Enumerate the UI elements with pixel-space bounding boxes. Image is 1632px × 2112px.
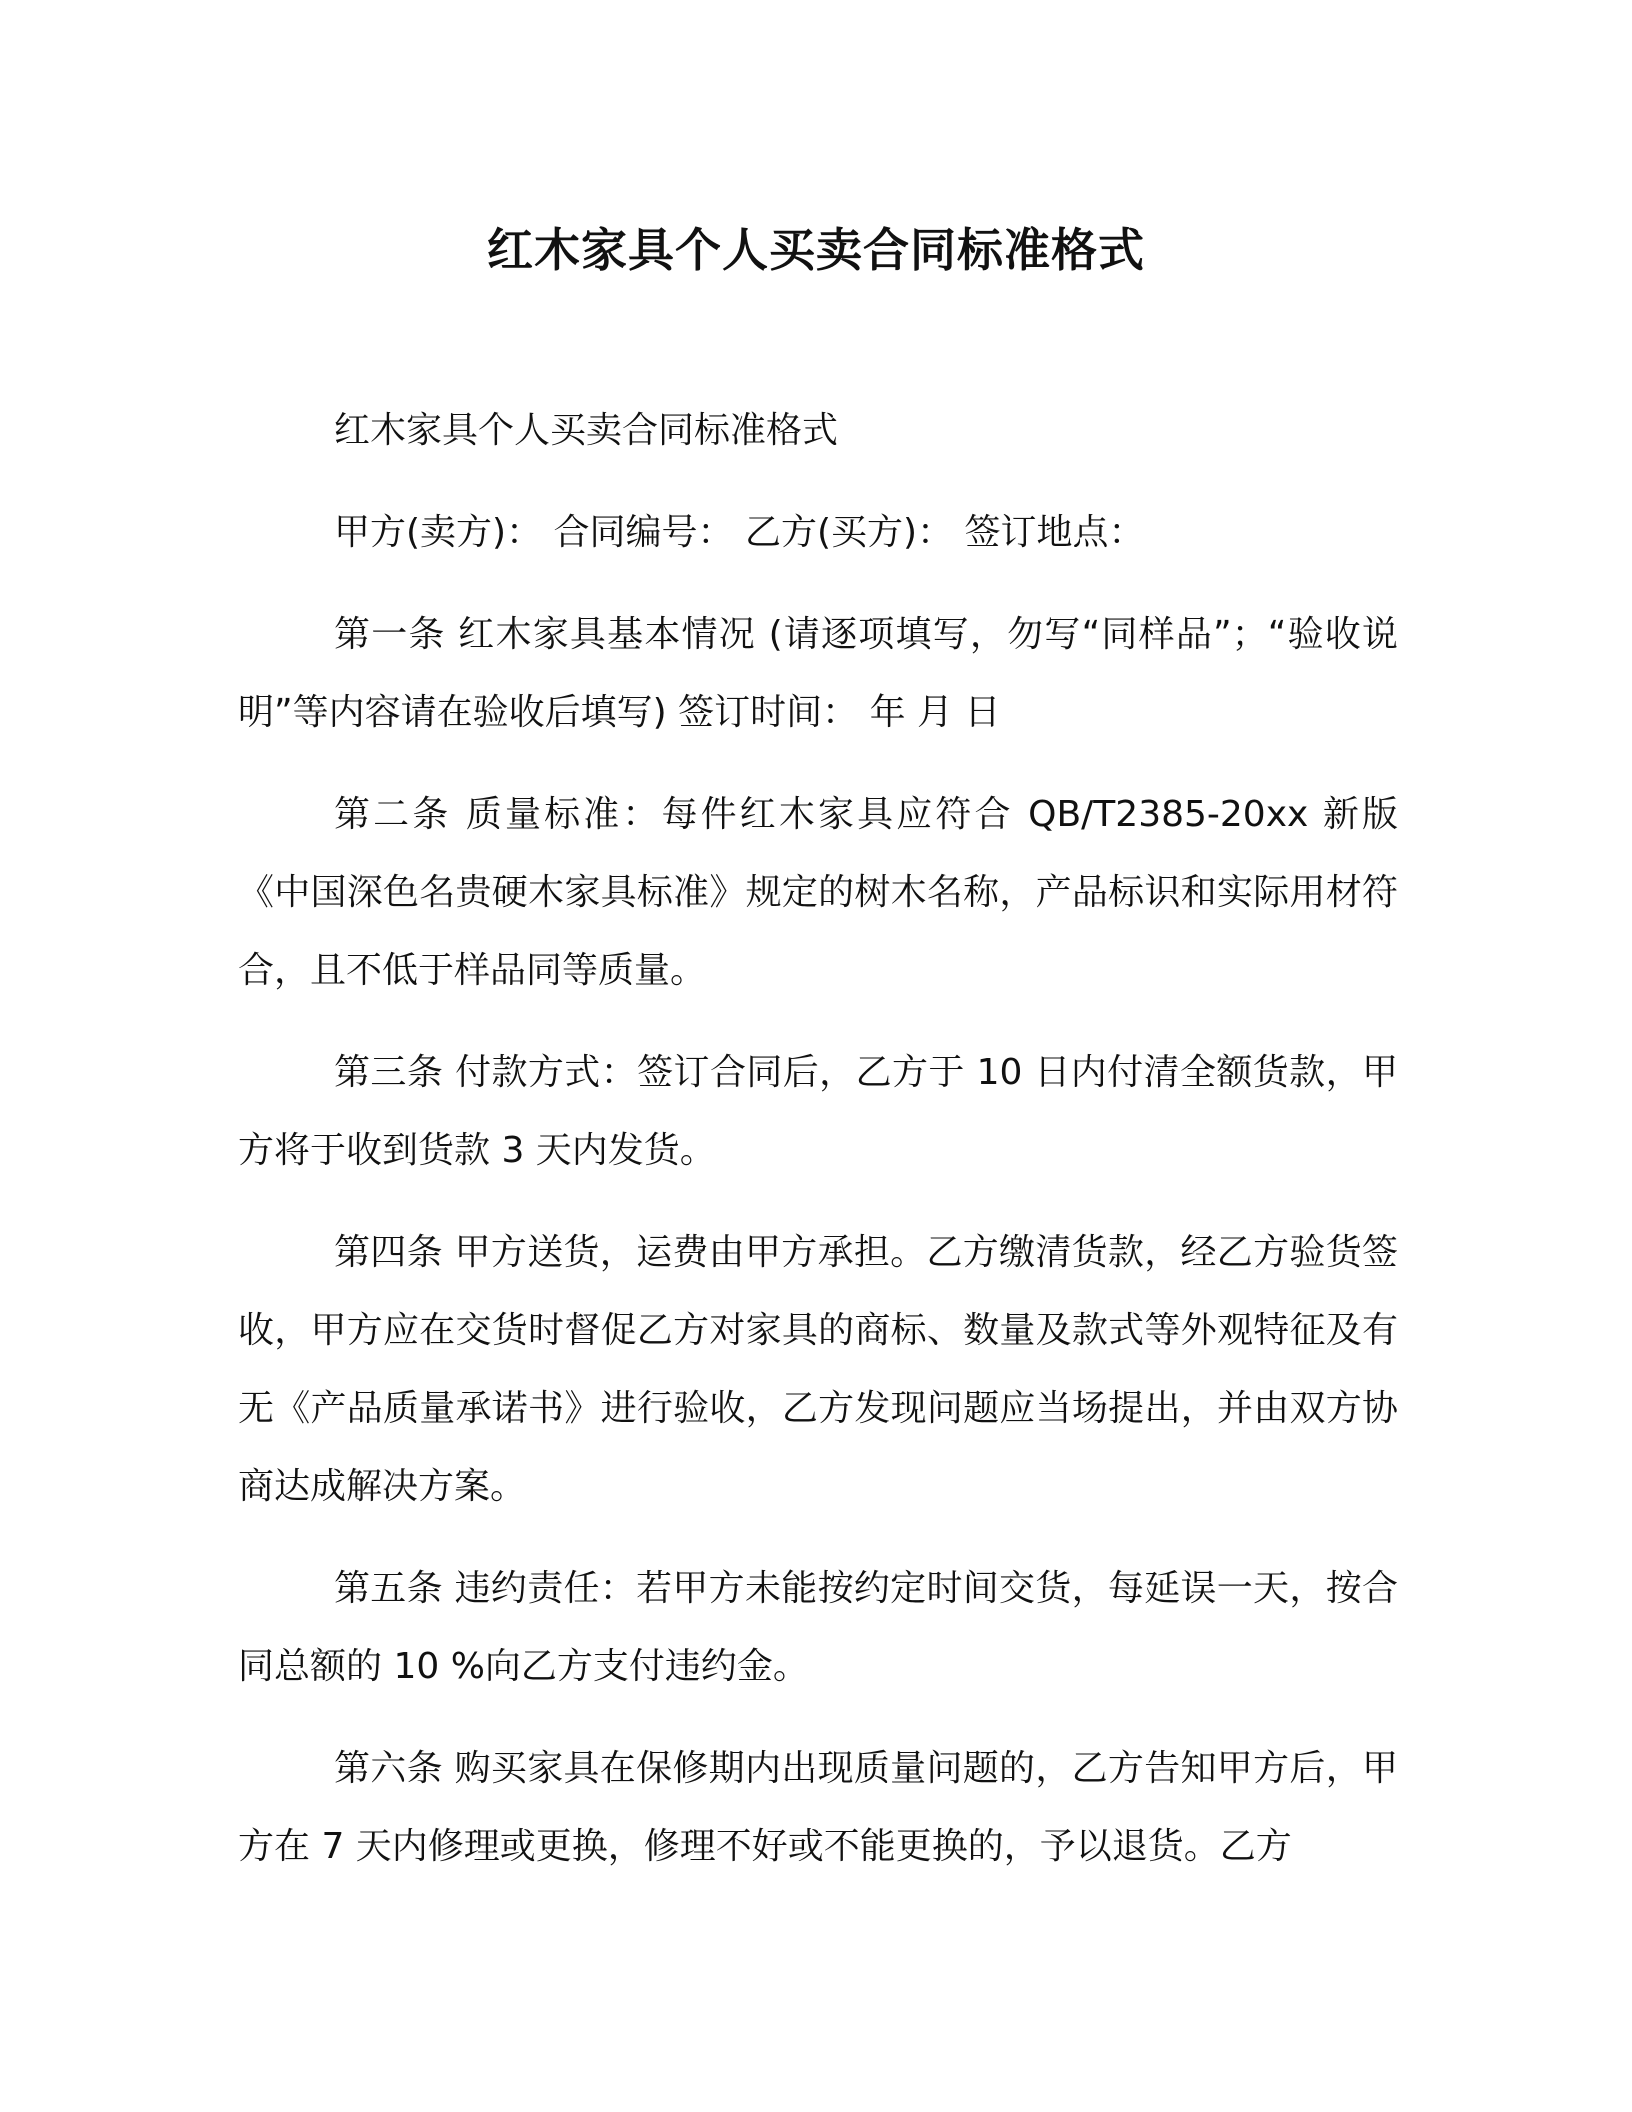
paragraph-subtitle: 红木家具个人买卖合同标准格式: [334, 410, 839, 451]
paragraph-article-3: 第三条 付款方式：签订合同后，乙方于 10 日内付清全额货款，甲方将于收到货款 3 天内发货。: [238, 1052, 1398, 1171]
paragraph-article-1: 第一条 红木家具基本情况 (请逐项填写，勿写“同样品”；“验收说明”等内容请在验收后填写) 签订时间： 年 月 日: [238, 614, 1398, 733]
document-body: [238, 392, 1398, 1910]
paragraph-parties: 甲方(卖方)： 合同编号： 乙方(买方)： 签订地点：: [334, 512, 1145, 553]
document-title: 红木家具个人买卖合同标准格式: [487, 223, 1145, 277]
paragraph-article-4: 第四条 甲方送货，运费由甲方承担。乙方缴清货款，经乙方验货签收，甲方应在交货时督促乙方对家具的商标、数量及款式等外观特征及有无《产品质量承诺书》进行验收，乙方发现问题应当场提出，并由双方协商达成解决方案。: [238, 1232, 1398, 1507]
paragraph-article-5: 第五条 违约责任：若甲方未能按约定时间交货，每延误一天，按合同总额的 10 %向乙方支付违约金。: [238, 1568, 1398, 1687]
paragraph-article-6: 第六条 购买家具在保修期内出现质量问题的，乙方告知甲方后，甲方在 7 天内修理或更换，修理不好或不能更换的，予以退货。乙方: [238, 1748, 1398, 1867]
paragraph-article-2: 第二条 质量标准：每件红木家具应符合 QB/T2385-20xx 新版《中国深色名贵硬木家具标准》规定的树木名称，产品标识和实际用材符合，且不低于样品同等质量。: [238, 794, 1398, 991]
